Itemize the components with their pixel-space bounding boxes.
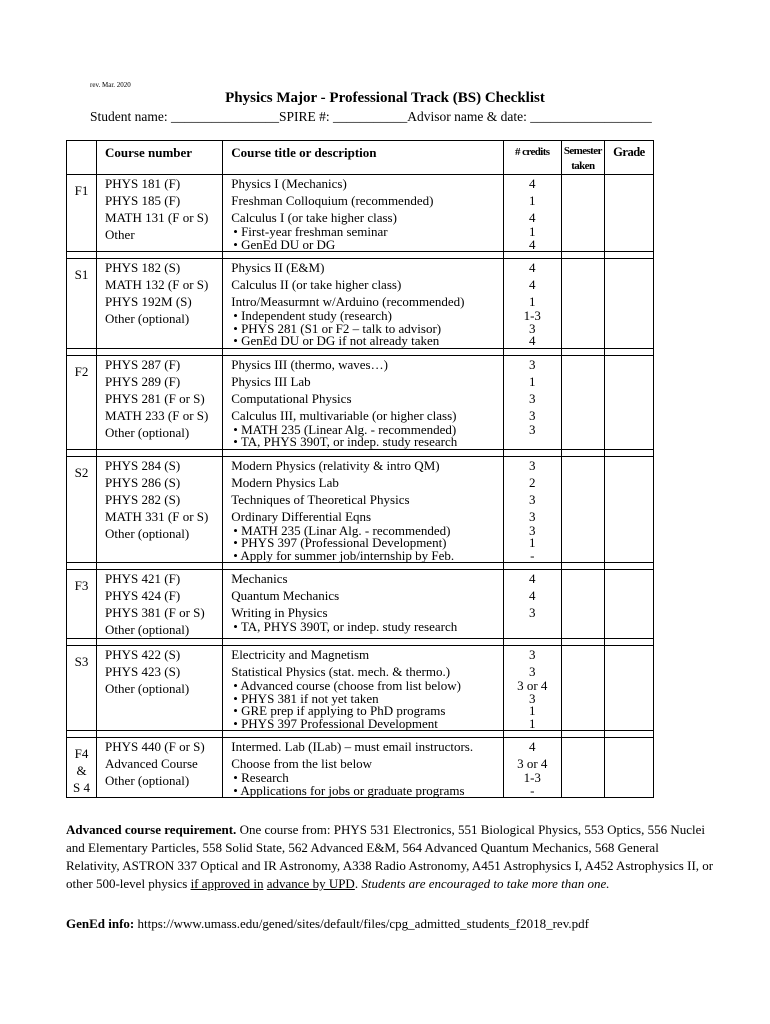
semester-label: [67, 456, 97, 563]
spacer-cell: [561, 449, 604, 456]
spacer-row: [67, 563, 654, 570]
credit-value: 3: [529, 356, 536, 372]
semester-row: [67, 456, 654, 563]
grade-cell[interactable]: [604, 646, 653, 731]
semester-header: [67, 141, 97, 175]
course-number: PHYS 281 (F or S): [105, 390, 205, 406]
credit-value: 1-3: [523, 308, 541, 323]
bullet-item: • Research: [223, 772, 502, 785]
grade-header: Grade: [604, 141, 653, 175]
course-number: PHYS 424 (F): [105, 588, 181, 603]
spacer-cell: [223, 731, 503, 738]
course-title: Statistical Physics (stat. mech. & thermo.): [231, 664, 451, 679]
credit-value: 1: [529, 703, 536, 718]
semester-label: [67, 355, 97, 449]
course-number: Other (optional): [105, 622, 190, 637]
course-title: Quantum Mechanics: [231, 588, 340, 603]
credit-value: 3: [529, 390, 536, 406]
course-number: MATH 233 (F or S): [105, 407, 209, 423]
credit-value: 3: [529, 491, 536, 507]
course-title-cell: [223, 175, 503, 252]
credit-value: [504, 436, 561, 449]
credits-cell: [503, 738, 561, 798]
spacer-cell: [97, 563, 223, 570]
course-title: Calculus III, multivariable (or higher class): [231, 407, 457, 423]
course-number: Other: [105, 227, 135, 242]
course-title: Calculus I (or take higher class): [231, 210, 397, 225]
approved-text: if approved in: [190, 876, 264, 891]
credit-value: 3: [529, 605, 536, 620]
semester-label: [67, 570, 97, 639]
credit-value: 4: [529, 739, 536, 754]
spacer-cell: [67, 639, 97, 646]
credit-value: 4: [529, 210, 536, 225]
spacer-row: [67, 252, 654, 259]
semester-label: [67, 259, 97, 349]
bullet-item: • PHYS 397 Professional Development: [223, 718, 502, 731]
semester-label-line: &: [76, 763, 87, 778]
credit-value: 1: [529, 193, 536, 208]
credit-value: 4: [529, 277, 536, 292]
bullet-item: • MATH 235 (Linar Alg. - recommended): [223, 525, 502, 538]
semester-label-line: S2: [74, 464, 89, 480]
credit-value: 3: [529, 522, 536, 538]
course-title: Intro/Measurmnt w/Arduino (recommended): [231, 294, 465, 309]
course-number: Other (optional): [105, 773, 190, 788]
course-number: PHYS 192M (S): [105, 294, 192, 309]
gened-heading: GenEd info:: [66, 916, 135, 931]
course-number-cell: [97, 646, 223, 731]
advanced-course-text: One course from: PHYS 531 Electronics, 551 Biological Physics, 553 Optics, 556 Nuclei and Elementary Particles, 558 Solid State, 562 Advanced E&M, 564 Advanced Quantum Mechanics, 568 General Relativity, ASTRON 337 Optical and IR Astronomy, A338 Radio Astronomy, A451 Astrophysics I, A452 Astrophysics II, or other 500-level physics: [66, 822, 714, 891]
credits-cell: [503, 355, 561, 449]
advanced-course-note: Advanced course requirement. One course from: PHYS 531 Electronics, 551 Biological Physics, 553 Optics, 556 Nuclei and Elementary Particles, 558 Solid State, 562 Advanced E&M, 564 Advanced Quantum Mechanics, 568 General Relativity, ASTRON 337 Optical and IR Astronomy, A338 Radio Astronomy, A451 Astrophysics I, A452 Astrophysics II, or other 500-level physics if approved in advance by UPD. Students are encouraged to take more than one.: [66, 822, 714, 891]
course-title: Physics III (thermo, waves…): [231, 356, 388, 372]
spacer-cell: [223, 348, 503, 355]
bullet-item: • TA, PHYS 390T, or indep. study research: [223, 621, 502, 634]
grade-cell[interactable]: [604, 259, 653, 349]
course-number: PHYS 440 (F or S): [105, 739, 205, 754]
semester-taken-cell[interactable]: [561, 175, 604, 252]
spacer-cell: [561, 348, 604, 355]
credit-value: 3: [529, 421, 536, 437]
credit-value: 3: [529, 457, 536, 473]
credits-header: # credits: [503, 141, 561, 175]
course-number-cell: [97, 259, 223, 349]
spacer-cell: [604, 563, 653, 570]
grade-cell[interactable]: [604, 456, 653, 563]
credit-value: 3 or 4: [517, 756, 548, 771]
course-title: Calculus II (or take higher class): [231, 277, 402, 292]
semester-label-line: S1: [74, 267, 89, 282]
credit-value: -: [530, 547, 535, 563]
course-number: MATH 331 (F or S): [105, 508, 209, 524]
page-title: Physics Major - Professional Track (BS) Checklist: [225, 90, 545, 106]
spacer-cell: [97, 252, 223, 259]
grade-cell[interactable]: [604, 570, 653, 639]
course-title: Freshman Colloquium (recommended): [231, 193, 434, 208]
spacer-cell: [97, 449, 223, 456]
credit-value: 3: [529, 407, 536, 423]
credit-value: 4: [529, 571, 536, 586]
course-title-cell: [223, 355, 503, 449]
spacer-cell: [561, 252, 604, 259]
semester-label: [67, 738, 97, 798]
course-number: PHYS 289 (F): [105, 373, 181, 389]
semester-row: [67, 738, 654, 798]
course-number: PHYS 421 (F): [105, 571, 181, 586]
course-number: PHYS 185 (F): [105, 193, 181, 208]
credit-value: 1: [529, 715, 536, 731]
semester-row: [67, 570, 654, 639]
spacer-cell: [223, 639, 503, 646]
grade-cell[interactable]: [604, 355, 653, 449]
credit-value: 4: [529, 260, 536, 275]
course-title-cell: [223, 456, 503, 563]
spacer-cell: [97, 639, 223, 646]
bullet-item: • GenEd DU or DG: [223, 239, 502, 252]
checklist-body: [67, 175, 654, 798]
spacer-cell: [503, 252, 561, 259]
course-title: Computational Physics: [231, 390, 352, 406]
course-title-cell: [223, 570, 503, 639]
bullet-item: • Apply for summer job/internship by Feb.: [223, 550, 502, 563]
bullet-item: • GRE prep if applying to PhD programs: [223, 705, 502, 718]
course-number: PHYS 182 (S): [105, 260, 181, 275]
bullet-item: • MATH 235 (Linear Alg. - recommended): [223, 424, 502, 437]
spacer-cell: [503, 639, 561, 646]
course-number: MATH 131 (F or S): [105, 210, 209, 225]
course-number: PHYS 284 (S): [105, 457, 181, 473]
semester-taken-cell[interactable]: [561, 259, 604, 349]
semester-row: [67, 175, 654, 252]
semester-label-line: F3: [74, 578, 89, 593]
spacer-cell: [604, 639, 653, 646]
course-number-cell: [97, 456, 223, 563]
course-title: Modern Physics (relativity & intro QM): [231, 457, 440, 473]
credit-value: 4: [529, 588, 536, 603]
credits-cell: [503, 456, 561, 563]
credit-value: 3: [529, 690, 536, 706]
spacer-cell: [67, 731, 97, 738]
grade-cell[interactable]: [604, 175, 653, 252]
semester-label-line: F2: [74, 363, 89, 379]
spacer-cell: [97, 731, 223, 738]
spacer-cell: [223, 252, 503, 259]
spacer-cell: [604, 252, 653, 259]
credit-value: 3: [529, 508, 536, 524]
course-title: Techniques of Theoretical Physics: [231, 491, 410, 507]
spacer-cell: [503, 348, 561, 355]
course-title: Choose from the list below: [231, 756, 373, 771]
spacer-cell: [67, 252, 97, 259]
semester-taken-cell[interactable]: [561, 570, 604, 639]
semester-label-line: S3: [74, 654, 89, 669]
credit-value: 2: [529, 474, 536, 490]
course-number-cell: [97, 738, 223, 798]
semester-label: [67, 646, 97, 731]
semester-row: [67, 646, 654, 731]
course-title-header: Course title or description: [223, 141, 503, 175]
course-title: Mechanics: [231, 571, 288, 586]
spacer-cell: [67, 449, 97, 456]
course-number: PHYS 423 (S): [105, 664, 181, 679]
semester-label: [67, 175, 97, 252]
spacer-row: [67, 449, 654, 456]
credit-value: 1: [529, 373, 536, 389]
course-number: PHYS 381 (F or S): [105, 605, 205, 620]
spacer-cell: [223, 449, 503, 456]
bullet-item: • PHYS 281 (S1 or F2 – talk to advisor): [223, 323, 502, 336]
credit-value: 4: [529, 236, 536, 252]
student-info-line: Student name: ________________SPIRE #: ___________Advisor name & date: __________________: [90, 109, 652, 124]
bullet-item: • Applications for jobs or graduate programs: [223, 785, 502, 798]
course-number-cell: [97, 570, 223, 639]
semester-label-line: F1: [74, 183, 89, 198]
bullet-item: • Advanced course (choose from list below): [223, 680, 502, 693]
course-title: Modern Physics Lab: [231, 474, 339, 490]
credit-value: 3 or 4: [517, 678, 548, 693]
bullet-item: • First-year freshman seminar: [223, 226, 502, 239]
encouragement-text: Students are encouraged to take more than one.: [361, 876, 610, 891]
credits-cell: [503, 175, 561, 252]
checklist-table: [66, 140, 654, 798]
course-title: Physics II (E&M): [231, 260, 325, 275]
course-number: Other (optional): [105, 525, 190, 541]
semester-label-line: F4: [74, 746, 89, 761]
credit-value: 4: [529, 333, 536, 348]
revision-date: rev. Mar. 2020: [90, 81, 131, 89]
semester-taken-cell[interactable]: [561, 355, 604, 449]
spacer-cell: [604, 449, 653, 456]
credit-value: -: [530, 782, 535, 798]
semester-taken-cell[interactable]: [561, 738, 604, 798]
credit-value: 1-3: [523, 770, 541, 785]
grade-cell[interactable]: [604, 738, 653, 798]
credit-value: 1: [529, 294, 536, 309]
course-number: Other (optional): [105, 681, 190, 696]
course-title-cell: [223, 646, 503, 731]
credit-value: 3: [529, 664, 536, 679]
course-number: Other (optional): [105, 424, 190, 440]
spacer-row: [67, 731, 654, 738]
course-title: Physics III Lab: [231, 373, 311, 389]
spacer-cell: [67, 348, 97, 355]
credit-value: [504, 621, 561, 634]
course-number-header: Course number: [97, 141, 223, 175]
spacer-cell: [97, 348, 223, 355]
credits-cell: [503, 570, 561, 639]
course-number-cell: [97, 355, 223, 449]
course-number: PHYS 286 (S): [105, 474, 181, 490]
course-number-cell: [97, 175, 223, 252]
bullet-item: • GenEd DU or DG if not already taken: [223, 335, 502, 348]
gened-url: https://www.umass.edu/gened/sites/default/files/cpg_admitted_students_f2018_rev.pdf: [134, 916, 589, 931]
credit-value: 1: [529, 535, 536, 550]
spacer-cell: [503, 449, 561, 456]
spacer-cell: [561, 639, 604, 646]
header-row: [67, 141, 654, 175]
course-number: Advanced Course: [105, 756, 198, 771]
semester-taken-header: Semester taken: [561, 141, 604, 175]
semester-row: [67, 355, 654, 449]
spacer-row: [67, 348, 654, 355]
gened-info: [66, 915, 714, 933]
course-title-cell: [223, 738, 503, 798]
spacer-cell: [503, 563, 561, 570]
semester-taken-cell[interactable]: [561, 456, 604, 563]
spacer-cell: [561, 731, 604, 738]
bullet-item: • PHYS 381 if not yet taken: [223, 693, 502, 706]
course-title: Physics I (Mechanics): [231, 176, 347, 191]
advanced-course-heading: Advanced course requirement.: [66, 822, 237, 837]
spacer-cell: [604, 348, 653, 355]
credit-value: 3: [529, 647, 536, 662]
course-title-cell: [223, 259, 503, 349]
course-number: MATH 132 (F or S): [105, 277, 209, 292]
semester-taken-cell[interactable]: [561, 646, 604, 731]
advance-text: advance by UPD: [266, 876, 355, 891]
bullet-item: • PHYS 397 (Professional Development): [223, 537, 502, 550]
spacer-cell: [503, 731, 561, 738]
credit-value: 4: [529, 176, 536, 191]
course-number: PHYS 287 (F): [105, 356, 181, 372]
course-number: Other (optional): [105, 311, 190, 326]
course-title: Ordinary Differential Eqns: [231, 508, 372, 524]
bullet-item: • TA, PHYS 390T, or indep. study research: [223, 436, 502, 449]
course-title: Electricity and Magnetism: [231, 647, 370, 662]
semester-row: [67, 259, 654, 349]
course-number: PHYS 282 (S): [105, 491, 181, 507]
semester-label-line: S 4: [73, 780, 91, 795]
bullet-item: • Independent study (research): [223, 310, 502, 323]
credits-cell: [503, 646, 561, 731]
spacer-cell: [561, 563, 604, 570]
course-number: PHYS 181 (F): [105, 176, 181, 191]
spacer-row: [67, 639, 654, 646]
spacer-cell: [223, 563, 503, 570]
course-title: Intermed. Lab (ILab) – must email instructors.: [231, 739, 474, 754]
credit-value: 1: [529, 224, 536, 239]
spacer-cell: [604, 731, 653, 738]
spacer-cell: [67, 563, 97, 570]
credits-cell: [503, 259, 561, 349]
course-number: PHYS 422 (S): [105, 647, 181, 662]
course-title: Writing in Physics: [231, 605, 328, 620]
credit-value: 3: [529, 320, 536, 336]
